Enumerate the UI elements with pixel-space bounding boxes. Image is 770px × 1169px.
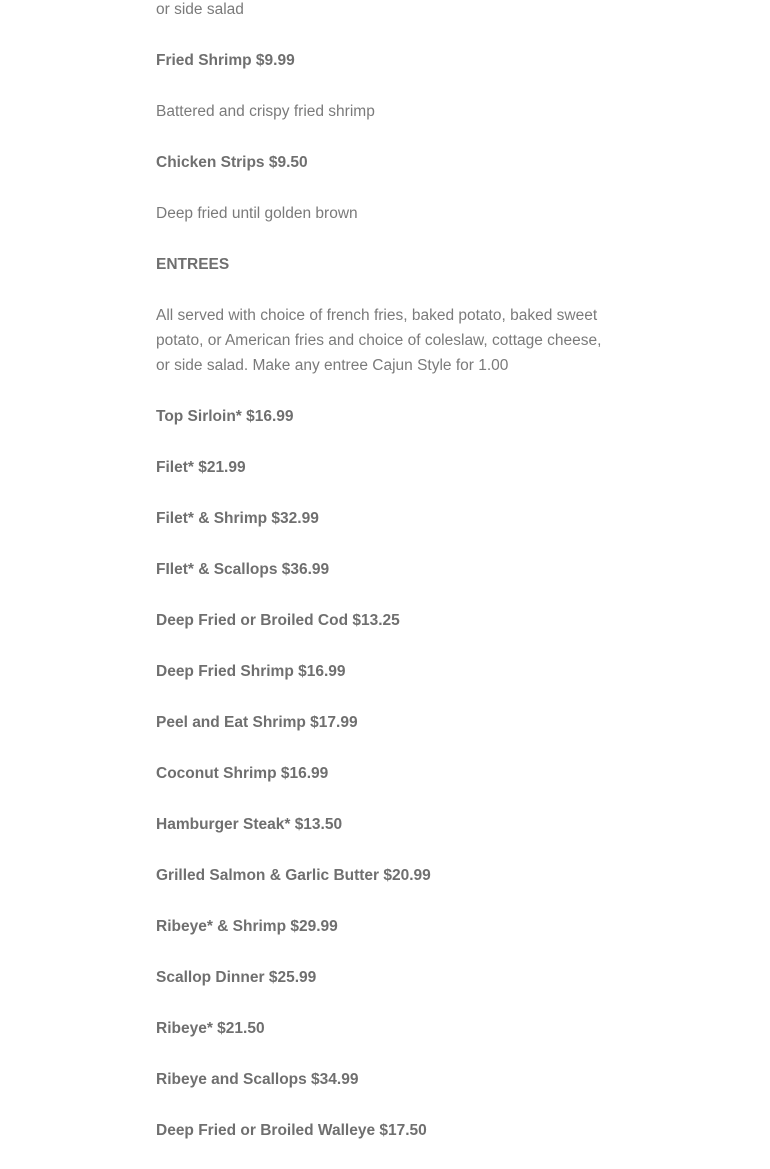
menu-item-ribeye-shrimp: Ribeye* & Shrimp $29.99 — [156, 918, 338, 935]
section-heading-entrees: ENTREES — [156, 256, 230, 273]
menu-item-peel-eat-shrimp: Peel and Eat Shrimp $17.99 — [156, 714, 358, 731]
menu-item-scallop-dinner: Scallop Dinner $25.99 — [156, 969, 317, 986]
menu-item-filet-scallops: FIlet* & Scallops $36.99 — [156, 561, 330, 578]
menu-item-coconut-shrimp: Coconut Shrimp $16.99 — [156, 765, 329, 782]
menu-description: Deep fried until golden brown — [156, 205, 358, 222]
menu-item-filet: Filet* $21.99 — [156, 459, 246, 476]
menu-item-cod: Deep Fried or Broiled Cod $13.25 — [156, 612, 400, 629]
menu-item-filet-shrimp: Filet* & Shrimp $32.99 — [156, 510, 319, 527]
menu-content — [156, 0, 616, 1169]
menu-item-fried-shrimp: Fried Shrimp $9.99 — [156, 52, 295, 69]
menu-item-chicken-strips: Chicken Strips $9.50 — [156, 154, 308, 171]
menu-item-ribeye-scallops: Ribeye and Scallops $34.99 — [156, 1071, 359, 1088]
menu-description: or side salad — [156, 1, 244, 18]
entrees-description: All served with choice of french fries, baked potato, baked sweet potato, or American fries and choice of coleslaw, cottage cheese, or side salad. Make any entree Cajun Style for 1.00 — [156, 307, 602, 374]
menu-item-hamburger-steak: Hamburger Steak* $13.50 — [156, 816, 343, 833]
menu-item-top-sirloin: Top Sirloin* $16.99 — [156, 408, 294, 425]
menu-item-ribeye: Ribeye* $21.50 — [156, 1020, 265, 1037]
menu-item-grilled-salmon: Grilled Salmon & Garlic Butter $20.99 — [156, 867, 431, 884]
menu-item-walleye: Deep Fried or Broiled Walleye $17.50 — [156, 1122, 427, 1139]
menu-description: Battered and crispy fried shrimp — [156, 103, 375, 120]
menu-item-deep-fried-shrimp: Deep Fried Shrimp $16.99 — [156, 663, 346, 680]
